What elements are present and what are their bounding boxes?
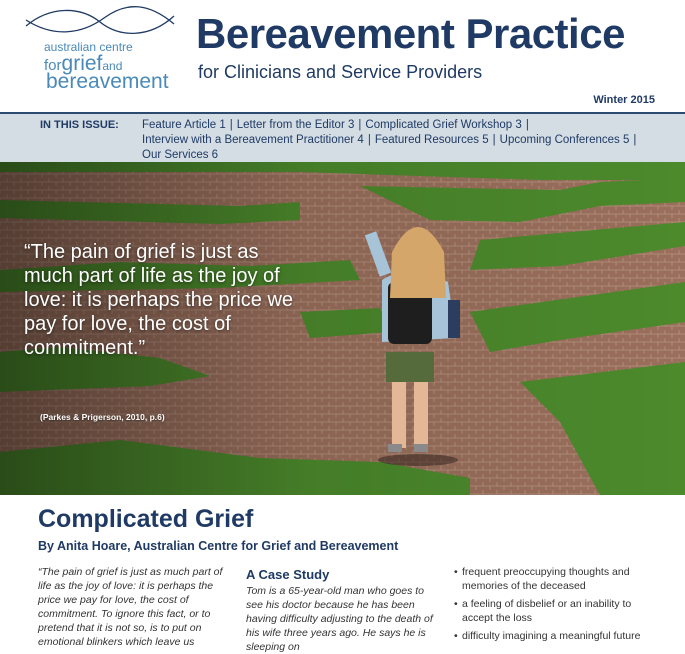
contents-link-featured-resources[interactable]	[375, 134, 489, 146]
logo-text-grief: grief	[61, 52, 103, 75]
separator: |	[367, 134, 371, 146]
contents-link-label: Upcoming Conferences	[499, 134, 620, 146]
contents-link-page: 5	[482, 134, 489, 146]
contents-link-page: 1	[219, 119, 226, 131]
list-item: • a feeling of disbelief or an inability to accept the loss	[454, 597, 664, 625]
list-item: • difficulty imagining a meaningful future	[454, 629, 664, 643]
logo-text-and: and	[102, 59, 123, 73]
pull-quote-citation: (Parkes & Prigerson, 2010, p.6)	[40, 412, 165, 422]
logo-text-line3: bereavement	[46, 70, 169, 93]
publication-title: Bereavement Practice	[196, 10, 625, 57]
article-intro-quote: “The pain of grief is just as much part of life as the joy of love: it is perhaps the price we pay for love, the cost of commitment. To ignore this fact, or to pretend that it is not so, is to put on emotional blinkers which leave us	[38, 566, 223, 648]
contents-link-complicated-grief-workshop[interactable]	[365, 119, 521, 131]
contents-link-label: Letter from the Editor	[236, 119, 345, 131]
acgb-logo[interactable]	[20, 4, 180, 96]
logo-swoosh-icon	[20, 4, 180, 44]
contents-link-our-services[interactable]	[142, 149, 218, 161]
contents-link-label: Interview with a Bereavement Practitioner	[142, 134, 355, 146]
logo-text-line1: australian centre	[44, 40, 133, 54]
issue-contents-label: IN THIS ISSUE:	[40, 119, 119, 131]
symptom-list	[454, 565, 664, 647]
article-title: Complicated Grief	[38, 505, 254, 533]
contents-link-page: 5	[623, 134, 630, 146]
pull-quote: “The pain of grief is just as much part of life as the joy of love: it is perhaps the price we pay for love, the cost of commitment.”	[24, 241, 294, 359]
contents-link-label: Featured Resources	[374, 134, 480, 146]
contents-link-upcoming-conferences[interactable]	[500, 134, 630, 146]
masthead	[0, 0, 685, 112]
logo-text-for: for	[44, 57, 62, 74]
issue-contents-bar	[0, 112, 685, 162]
contents-link-page: 6	[211, 149, 219, 161]
issue-date: Winter 2015	[593, 94, 655, 106]
contents-link-label: Feature Article	[142, 119, 217, 131]
separator: |	[492, 134, 496, 146]
contents-link-page: 3	[348, 119, 355, 131]
contents-link-label: Complicated Grief Workshop	[365, 119, 513, 131]
contents-link-page: 4	[357, 134, 364, 146]
contents-link-interview[interactable]	[142, 134, 364, 146]
issue-contents-list	[142, 118, 662, 163]
hero-maze-image	[0, 162, 685, 495]
separator: |	[358, 119, 362, 131]
contents-link-page: 3	[515, 119, 522, 131]
separator: |	[633, 134, 637, 146]
publication-subtitle: for Clinicians and Service Providers	[198, 62, 483, 82]
separator: |	[229, 119, 233, 131]
separator: |	[525, 119, 529, 131]
contents-link-feature-article[interactable]	[142, 119, 226, 131]
article-byline: By Anita Hoare, Australian Centre for Grief and Bereavement	[38, 539, 399, 553]
contents-link-label: Our Services	[142, 149, 209, 161]
contents-link-letter-from-editor[interactable]	[237, 119, 355, 131]
case-study-text: Tom is a 65-year-old man who goes to see his doctor because he has been having difficulty adjusting to the death of his wife three years ago. He says he is sleeping on	[246, 585, 433, 653]
case-study-heading: A Case Study	[246, 567, 330, 582]
list-item: • frequent preoccupying thoughts and memories of the deceased	[454, 565, 664, 593]
